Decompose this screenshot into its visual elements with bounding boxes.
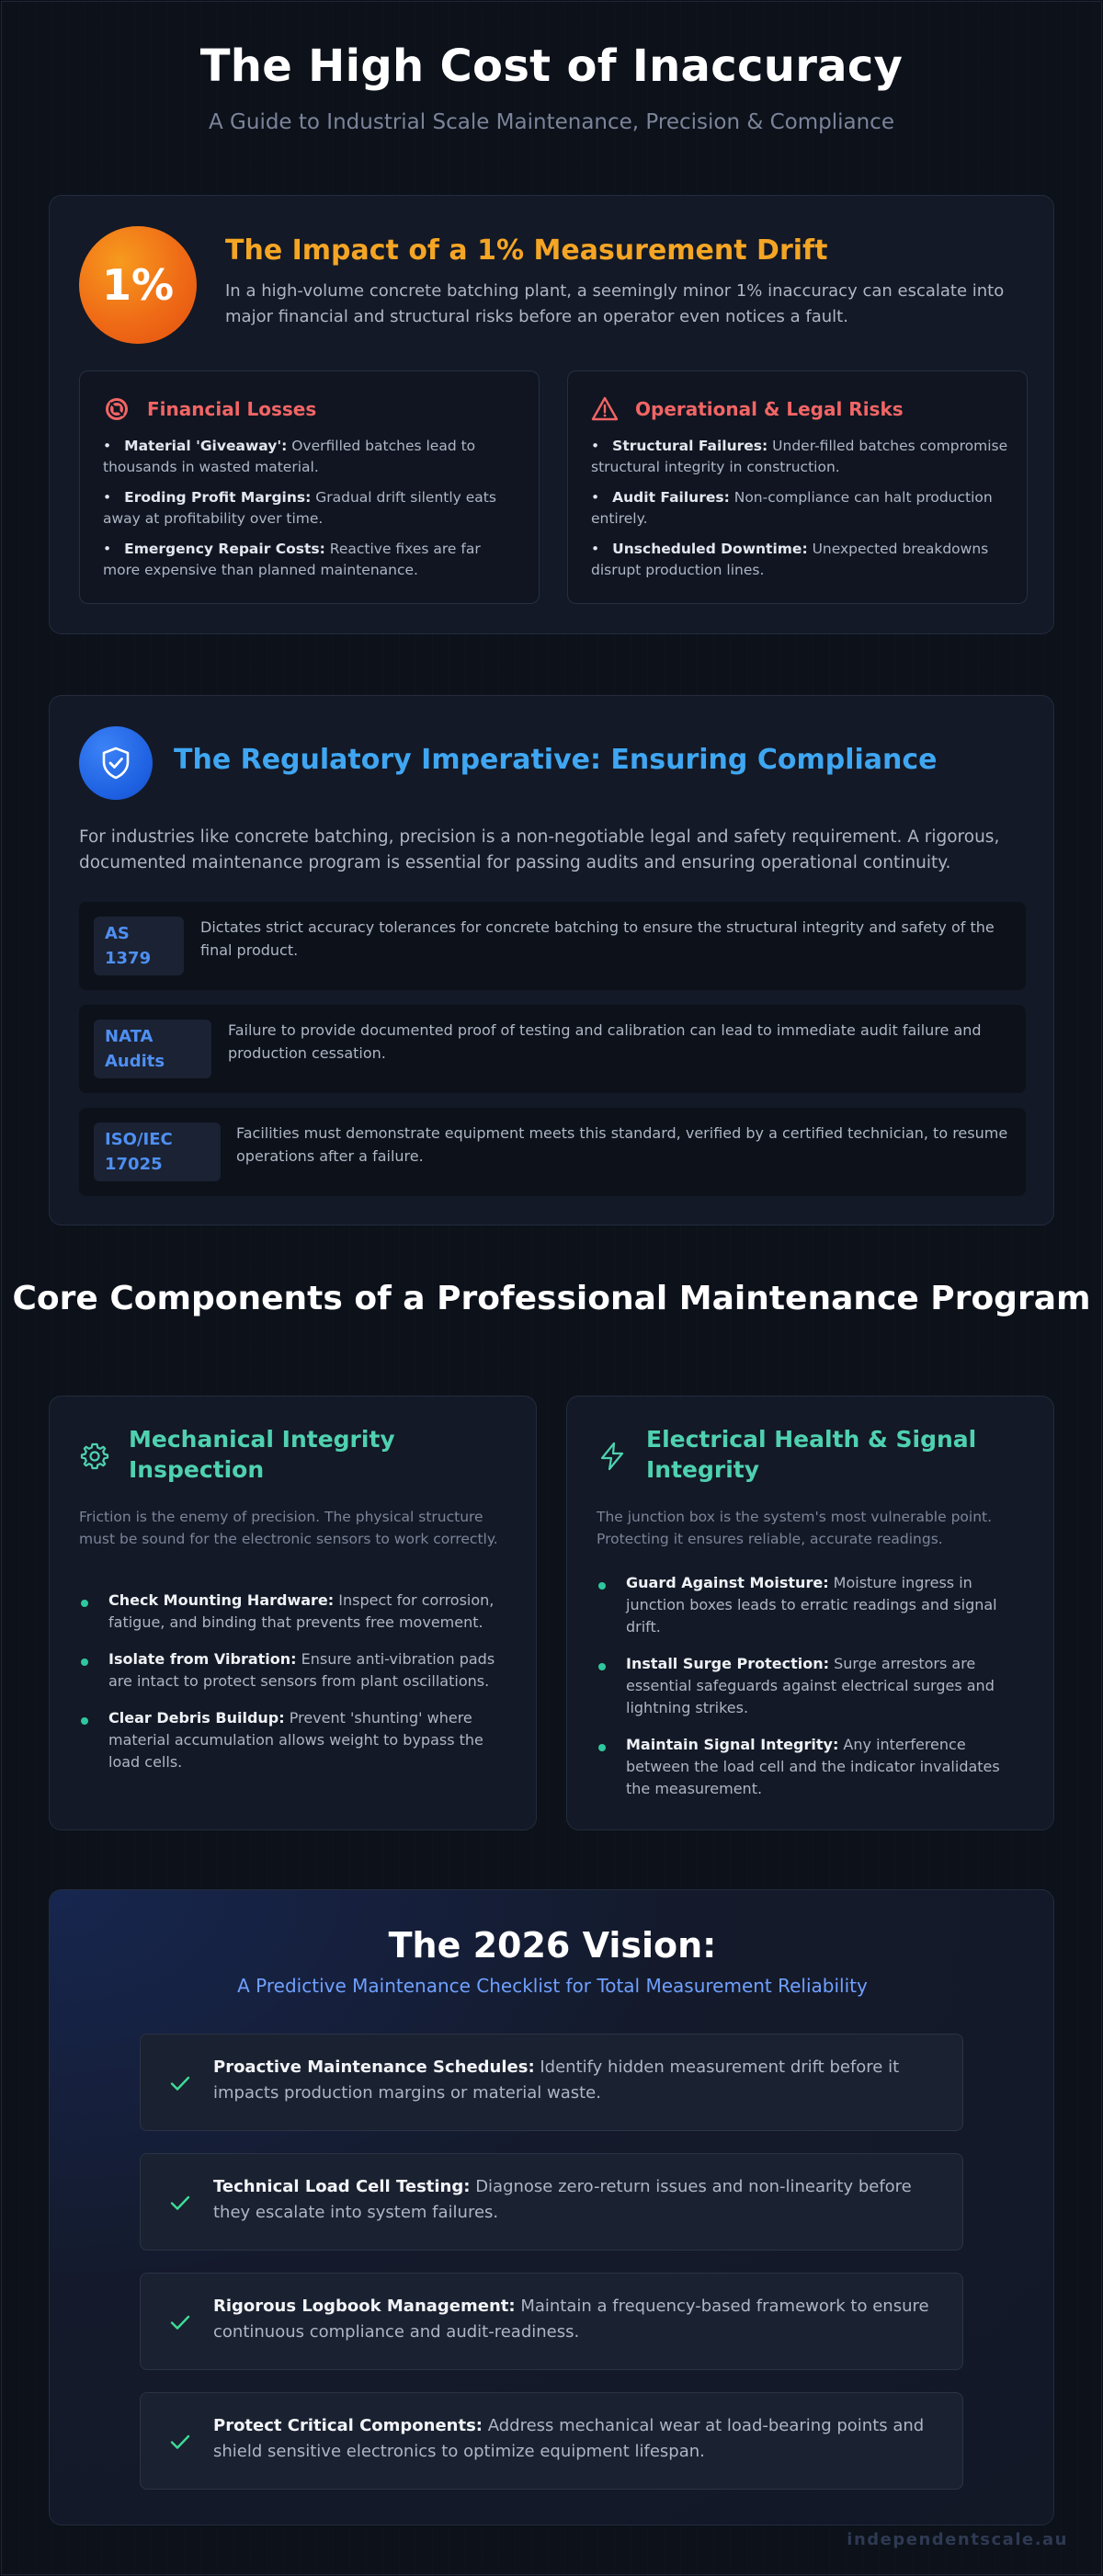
operational-risks-card <box>567 370 1028 604</box>
list-item: Isolate from Vibration: Ensure anti-vibration pads are intact to protect sensors from plant oscillations. <box>79 1648 511 1693</box>
standard-text: Failure to provide documented proof of testing and calibration can lead to immediate audit failure and production cessation. <box>228 1021 982 1062</box>
list-item: • Eroding Profit Margins: Gradual drift silently eats away at profitability over time. <box>103 487 521 530</box>
list-item: • Material 'Giveaway': Overfilled batches lead to thousands in wasted material. <box>103 436 521 478</box>
mechanical-title: Mechanical Integrity Inspection <box>129 1426 395 1483</box>
financial-losses-card <box>79 370 540 604</box>
page-header <box>0 40 1103 134</box>
no-money-icon <box>103 395 131 423</box>
checklist-item: Technical Load Cell Testing: Diagnose zero-return issues and non-linearity before they escalate into system failures. <box>140 2153 963 2251</box>
regulatory-description: For industries like concrete batching, precision is a non-negotiable legal and safety requirement. A rigorous, documented maintenance program is essential for passing audits and ensuring operational continuity. <box>79 827 1000 872</box>
regulatory-title: The Regulatory Imperative: Ensuring Compliance <box>174 744 938 776</box>
financial-losses-title: Financial Losses <box>147 398 317 420</box>
list-item: Check Mounting Hardware: Inspect for corrosion, fatigue, and binding that prevents free movement. <box>79 1590 511 1634</box>
gear-icon <box>79 1441 110 1472</box>
mechanical-card <box>49 1396 537 1830</box>
warning-icon <box>591 395 619 423</box>
impact-title: The Impact of a 1% Measurement Drift <box>225 234 828 267</box>
regulatory-section <box>49 695 1054 1225</box>
impact-section <box>49 195 1054 634</box>
standard-text: Facilities must demonstrate equipment meets this standard, verified by a certified technician, to resume operations after a failure. <box>236 1124 1008 1165</box>
vision-title: The 2026 Vision: <box>388 1925 717 1966</box>
list-item: • Unscheduled Downtime: Unexpected breakdowns disrupt production lines. <box>591 539 1009 581</box>
standard-tag: NATA Audits <box>94 1020 211 1078</box>
electrical-description: The junction box is the system's most vulnerable point. Protecting it ensures reliable, accurate readings. <box>597 1509 993 1547</box>
mechanical-description: Friction is the enemy of precision. The physical structure must be sound for the electronic sensors to work correctly. <box>79 1509 498 1547</box>
standard-row-iso <box>79 1108 1026 1196</box>
vision-subtitle: A Predictive Maintenance Checklist for Total Measurement Reliability <box>237 1975 868 1997</box>
electrical-title: Electrical Health & Signal Integrity <box>646 1426 977 1483</box>
list-item: Install Surge Protection: Surge arrestors are essential safeguards against electrical surges and lightning strikes. <box>597 1653 1029 1719</box>
list-item: • Structural Failures: Under-filled batches compromise structural integrity in construction. <box>591 436 1009 478</box>
standard-tag: ISO/IEC 17025 <box>94 1123 221 1181</box>
shield-check-icon <box>97 744 135 782</box>
standard-text: Dictates strict accuracy tolerances for concrete batching to ensure the structural integrity and safety of the final product. <box>200 918 995 959</box>
electrical-list <box>597 1572 1029 1815</box>
checklist-item: Proactive Maintenance Schedules: Identify hidden measurement drift before it impacts production margins or material waste. <box>140 2034 963 2131</box>
operational-risks-title: Operational & Legal Risks <box>635 398 904 420</box>
vision-section <box>49 1889 1054 2525</box>
checkmark-icon <box>168 2191 192 2215</box>
standard-row-as1379 <box>79 902 1026 990</box>
checkmark-icon <box>168 2071 192 2095</box>
core-components-title: Core Components of a Professional Maintenance Program <box>12 1280 1091 1317</box>
standard-tag: AS 1379 <box>94 917 184 975</box>
page-subtitle: A Guide to Industrial Scale Maintenance, Precision & Compliance <box>209 110 894 134</box>
financial-losses-list <box>103 436 521 590</box>
footer-watermark: independentscale.au <box>847 2530 1068 2549</box>
lightning-icon <box>597 1441 628 1472</box>
list-item: Clear Debris Buildup: Prevent 'shunting' where material accumulation allows weight to bypass the load cells. <box>79 1707 511 1773</box>
mechanical-list <box>79 1590 511 1788</box>
checklist-item: Rigorous Logbook Management: Maintain a frequency-based framework to ensure continuous compliance and audit-readiness. <box>140 2273 963 2370</box>
operational-risks-list <box>591 436 1009 590</box>
list-item: Guard Against Moisture: Moisture ingress in junction boxes leads to erratic readings and signal drift. <box>597 1572 1029 1638</box>
checkmark-icon <box>168 2310 192 2334</box>
list-item: • Audit Failures: Non-compliance can halt production entirely. <box>591 487 1009 530</box>
electrical-card <box>566 1396 1054 1830</box>
page-title: The High Cost of Inaccuracy <box>199 40 904 92</box>
checklist-item: Protect Critical Components: Address mechanical wear at load-bearing points and shield sensitive electronics to optimize equipment lifespan. <box>140 2392 963 2490</box>
standard-row-nata <box>79 1005 1026 1093</box>
impact-description: In a high-volume concrete batching plant, a seemingly minor 1% inaccuracy can escalate into major financial and structural risks before an operator even notices a fault. <box>225 281 1005 326</box>
shield-badge <box>79 726 153 800</box>
list-item: Maintain Signal Integrity: Any interference between the load cell and the indicator invalidates the measurement. <box>597 1734 1029 1800</box>
percent-badge: 1% <box>79 226 197 344</box>
list-item: • Emergency Repair Costs: Reactive fixes are far more expensive than planned maintenance. <box>103 539 521 581</box>
checkmark-icon <box>168 2430 192 2454</box>
